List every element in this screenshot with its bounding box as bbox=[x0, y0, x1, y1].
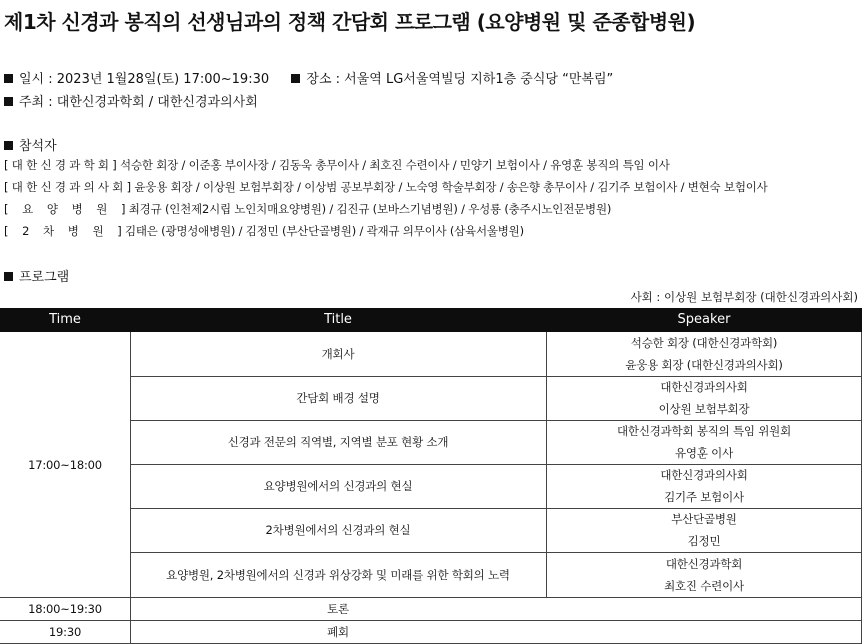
speaker-line: 최호진 수련이사 bbox=[664, 579, 744, 593]
bullet-square-icon bbox=[4, 74, 13, 83]
speaker-line: 윤웅용 회장 (대한신경과의사회) bbox=[625, 358, 783, 372]
bullet-square-icon bbox=[4, 97, 13, 106]
table-header bbox=[0, 308, 862, 332]
speaker-line: 대한신경과학회 봉직의 특임 위원회 bbox=[617, 424, 791, 438]
info-line-1 bbox=[4, 68, 613, 87]
program-heading: 프로그램 bbox=[4, 266, 69, 285]
bullet-square-icon bbox=[4, 141, 13, 150]
speaker-line: 유영훈 이사 bbox=[675, 446, 733, 460]
speaker-line: 김정민 bbox=[687, 534, 721, 548]
info-line-2 bbox=[4, 91, 258, 110]
speaker-line: 석승한 회장 (대한신경과학회) bbox=[630, 336, 778, 350]
program-title: 요양병원에서의 신경과의 현실 bbox=[263, 479, 413, 493]
place-text: 장소 : 서울역 LG서울역빌딩 지하1층 중식당 “만복림” bbox=[306, 72, 614, 87]
moderator-text: 사회 : 이상원 보험부회장 (대한신경과의사회) bbox=[630, 290, 858, 304]
participants-heading: 참석자 bbox=[4, 135, 57, 154]
program-title: 2차병원에서의 신경과의 현실 bbox=[265, 523, 411, 537]
speaker-line: 대한신경과의사회 bbox=[660, 468, 748, 482]
speaker-line: 대한신경과학회 bbox=[665, 557, 743, 571]
bullet-square-icon bbox=[291, 74, 300, 83]
participants-row: [ 요 양 병 원 ] 최경규 (인천제2시립 노인치매요양병원) / 김진규 (보바스기념병원) / 우성룡 (충주시노인전문병원) bbox=[4, 202, 612, 216]
header-speaker: Speaker bbox=[677, 312, 731, 327]
speaker-line: 대한신경과의사회 bbox=[660, 380, 748, 394]
participants-row: [ 대 한 신 경 과 의 사 회 ] 윤웅용 회장 / 이상원 보험부회장 / 이상범 공보부회장 / 노숙영 학술부회장 / 송은향 총무이사 / 김기주 보험이사 / 변현숙 보험이사 bbox=[4, 180, 768, 194]
bullet-square-icon bbox=[4, 272, 13, 281]
speaker-line: 부산단골병원 bbox=[671, 512, 737, 526]
divider bbox=[130, 508, 862, 509]
divider bbox=[0, 597, 862, 598]
participants-row: [ 대 한 신 경 과 학 회 ] 석승한 회장 / 이준홍 부이사장 / 김동욱 총무이사 / 최호진 수련이사 / 민양기 보험이사 / 유영훈 봉직의 특임 이사 bbox=[4, 158, 670, 172]
speaker-line: 이상원 보험부회장 bbox=[658, 402, 750, 416]
divider bbox=[130, 420, 862, 421]
divider bbox=[130, 376, 862, 377]
program-title: 요양병원, 2차병원에서의 신경과 위상강화 및 미래를 위한 학회의 노력 bbox=[166, 568, 510, 582]
program-title: 간담회 배경 설명 bbox=[296, 391, 380, 405]
divider bbox=[130, 552, 862, 553]
program-title: 토론 bbox=[327, 602, 349, 616]
header-title: Title bbox=[324, 312, 352, 327]
time-cell: 18:00~19:30 bbox=[28, 602, 102, 616]
speaker-line: 김기주 보험이사 bbox=[664, 490, 744, 504]
header-time: Time bbox=[49, 312, 81, 327]
date-text: 일시 : 2023년 1월28일(토) 17:00~19:30 bbox=[19, 72, 270, 87]
program-title: 폐회 bbox=[327, 625, 349, 639]
program-title: 개회사 bbox=[321, 347, 355, 361]
page-title: 제1차 신경과 봉직의 선생님과의 정책 간담회 프로그램 (요양병원 및 준종합병원) bbox=[4, 10, 696, 34]
divider bbox=[130, 464, 862, 465]
time-cell: 19:30 bbox=[48, 625, 82, 639]
participants-row: [ 2 차 병 원 ] 김태은 (광명성애병원) / 김정민 (부산단골병원) / 곽재규 의무이사 (삼육서울병원) bbox=[4, 224, 524, 238]
time-cell: 17:00~18:00 bbox=[28, 458, 102, 472]
host-text: 주최 : 대한신경과학회 / 대한신경과의사회 bbox=[19, 95, 258, 110]
divider bbox=[0, 620, 862, 621]
program-title: 신경과 전문의 직역별, 지역별 분포 현황 소개 bbox=[227, 435, 449, 449]
